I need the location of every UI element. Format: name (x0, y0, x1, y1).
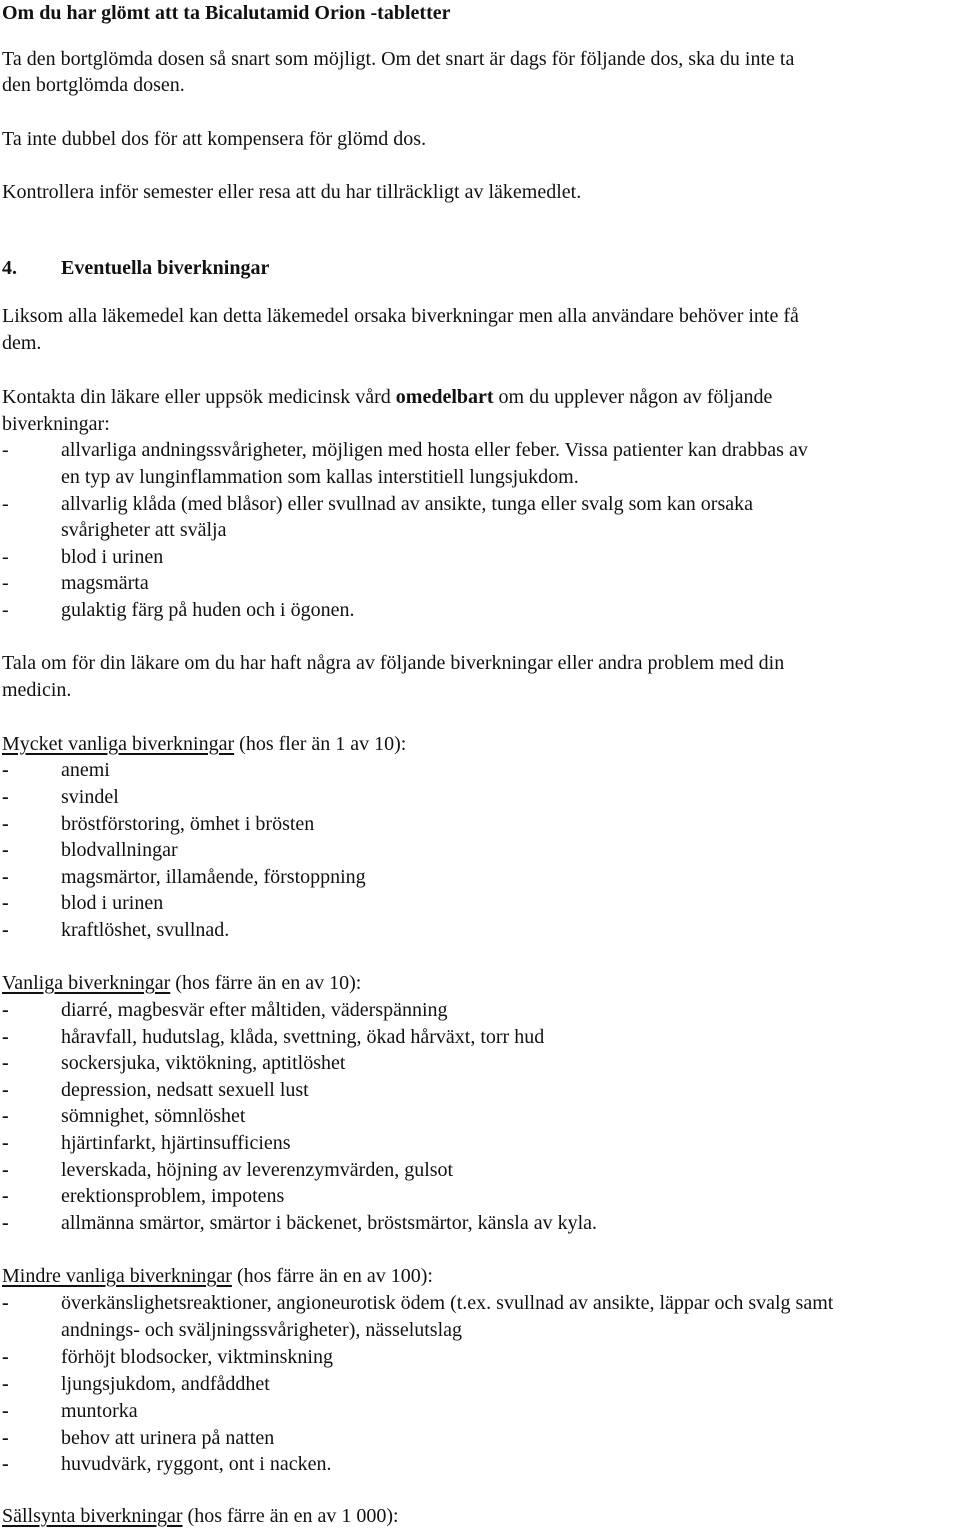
list-item: bröstförstoring, ömhet i brösten (61, 813, 315, 835)
list-item-continuation: andnings- och sväljningssvårigheter), nässelutslag (61, 1319, 463, 1341)
frequency-heading-uncommon (2, 1263, 433, 1289)
list-item: kraftlöshet, svullnad. (61, 919, 230, 941)
list-item-continuation: en typ av lunginflammation som kallas interstitiell lungsjukdom. (61, 466, 579, 488)
list-dash: - (2, 919, 9, 941)
frequency-range: (hos fler än 1 av 10): (234, 733, 407, 755)
paragraph-line: den bortglömda dosen. (2, 74, 185, 96)
list-dash: - (2, 1159, 9, 1181)
list-item: sockersjuka, viktökning, aptitlöshet (61, 1052, 346, 1074)
frequency-heading-common (2, 970, 361, 996)
paragraph-line: Tala om för din läkare om du har haft några av följande biverkningar eller andra problem med din (2, 652, 785, 674)
frequency-label: Mindre vanliga biverkningar (2, 1265, 232, 1287)
frequency-range: (hos färre än en av 10): (170, 972, 362, 994)
list-dash: - (2, 999, 9, 1021)
list-item: gulaktig färg på huden och i ögonen. (61, 599, 355, 621)
list-dash: - (2, 1132, 9, 1154)
list-item: muntorka (61, 1400, 138, 1422)
list-item: allvarliga andningssvårigheter, möjligen med hosta eller feber. Vissa patienter kan drabbas av (61, 439, 808, 461)
list-item: sömnighet, sömnlöshet (61, 1105, 246, 1127)
list-dash: - (2, 1346, 9, 1368)
list-item: hjärtinfarkt, hjärtinsufficiens (61, 1132, 291, 1154)
list-dash: - (2, 892, 9, 914)
frequency-label: Vanliga biverkningar (2, 972, 171, 994)
contact-paragraph-line (2, 384, 772, 410)
paragraph-line: dem. (2, 332, 42, 354)
paragraph-line: Ta den bortglömda dosen så snart som möjligt. Om det snart är dags för följande dos, ska du inte ta (2, 48, 795, 70)
list-dash: - (2, 1292, 9, 1314)
list-dash: - (2, 493, 9, 515)
list-item: depression, nedsatt sexuell lust (61, 1079, 309, 1101)
list-dash: - (2, 786, 9, 808)
list-item: blod i urinen (61, 546, 164, 568)
list-item: överkänslighetsreaktioner, angioneurotisk ödem (t.ex. svullnad av ansikte, läppar och svalg samt (61, 1292, 834, 1314)
list-item: huvudvärk, ryggont, ont i nacken. (61, 1453, 332, 1475)
list-dash: - (2, 759, 9, 781)
list-dash: - (2, 1212, 9, 1234)
list-item-continuation: svårigheter att svälja (61, 519, 227, 541)
paragraph-line: Ta inte dubbel dos för att kompensera för glömd dos. (2, 128, 427, 150)
contact-text: om du upplever någon av följande (493, 386, 773, 408)
list-item: allmänna smärtor, smärtor i bäckenet, bröstsmärtor, känsla av kyla. (61, 1212, 598, 1234)
list-dash: - (2, 1453, 9, 1475)
list-dash: - (2, 599, 9, 621)
list-item: leverskada, höjning av leverenzymvärden, gulsot (61, 1159, 454, 1181)
contact-text: Kontakta din läkare eller uppsök medicinsk vård (2, 386, 396, 408)
paragraph-line: medicin. (2, 679, 72, 701)
list-item: anemi (61, 759, 110, 781)
list-dash: - (2, 439, 9, 461)
frequency-heading-very-common (2, 731, 406, 757)
list-item: diarré, magbesvär efter måltiden, väderspänning (61, 999, 448, 1021)
list-item: ljungsjukdom, andfåddhet (61, 1373, 270, 1395)
list-item: erektionsproblem, impotens (61, 1185, 285, 1207)
list-item: allvarlig klåda (med blåsor) eller svullnad av ansikte, tunga eller svalg som kan orsaka (61, 493, 754, 515)
paragraph-line: Kontrollera inför semester eller resa att du har tillräckligt av läkemedlet. (2, 181, 582, 203)
list-dash: - (2, 1400, 9, 1422)
list-item: håravfall, hudutslag, klåda, svettning, ökad hårväxt, torr hud (61, 1026, 545, 1048)
list-dash: - (2, 1185, 9, 1207)
frequency-heading-rare (2, 1503, 399, 1529)
list-dash: - (2, 1373, 9, 1395)
frequency-range: (hos färre än en av 1 000): (182, 1505, 399, 1527)
frequency-label: Sällsynta biverkningar (2, 1505, 183, 1527)
list-dash: - (2, 1105, 9, 1127)
list-item: magsmärtor, illamående, förstoppning (61, 866, 366, 888)
list-item: förhöjt blodsocker, viktminskning (61, 1346, 333, 1368)
list-item: blod i urinen (61, 892, 164, 914)
list-dash: - (2, 1079, 9, 1101)
list-dash: - (2, 572, 9, 594)
frequency-range: (hos färre än en av 100): (231, 1265, 433, 1287)
list-dash: - (2, 813, 9, 835)
section-heading-forgot: Om du har glömt att ta Bicalutamid Orion -tabletter (2, 2, 451, 24)
list-item: magsmärta (61, 572, 149, 594)
section-number: 4. (2, 257, 17, 279)
paragraph-line: Liksom alla läkemedel kan detta läkemedel orsaka biverkningar men alla användare behöver inte få (2, 305, 799, 327)
list-dash: - (2, 866, 9, 888)
paragraph-line: biverkningar: (2, 413, 110, 435)
list-item: blodvallningar (61, 839, 178, 861)
contact-emphasis: omedelbart (395, 386, 494, 408)
list-item: svindel (61, 786, 119, 808)
list-item: behov att urinera på natten (61, 1427, 275, 1449)
list-dash: - (2, 1026, 9, 1048)
list-dash: - (2, 546, 9, 568)
section-heading-side-effects: Eventuella biverkningar (61, 257, 270, 279)
frequency-label: Mycket vanliga biverkningar (2, 733, 235, 755)
list-dash: - (2, 839, 9, 861)
list-dash: - (2, 1427, 9, 1449)
list-dash: - (2, 1052, 9, 1074)
